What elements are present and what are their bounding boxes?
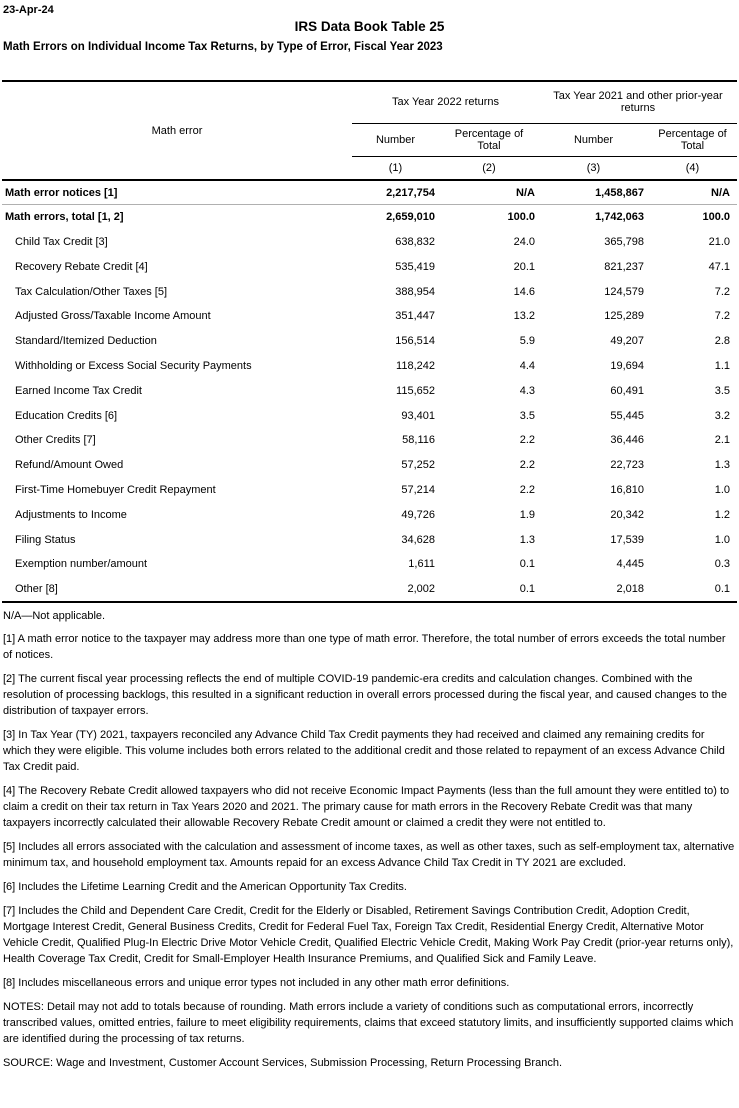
cell-value: 1.2 — [714, 508, 730, 521]
cell-value: 124,579 — [604, 285, 644, 298]
cell-value: 535,419 — [395, 260, 435, 273]
table-row-math-error-notices — [2, 180, 737, 205]
cell-value: 2.2 — [519, 483, 535, 496]
cell-value: 20,342 — [610, 508, 644, 521]
group-header-ty2021: Tax Year 2021 and other prior-year returns — [539, 81, 737, 123]
cell-value: 24.0 — [513, 235, 535, 248]
table-row-recovery-rebate-credit — [2, 254, 737, 279]
table-row-agi-taxable-income — [2, 304, 737, 329]
footnote-4: [4] The Recovery Rebate Credit allowed taxpayers who did not receive Economic Impact Payments (less than the full amount they were entitled to) to claim a credit on their tax return in Tax Years 2020 and 2021. The primary cause for math errors in the Recovery Rebate Credit was that many taxpayers incorrectly calculated their allowable Recovery Rebate Credit amount or claimed a credit they were not entitled to. — [3, 784, 730, 829]
row-label: Recovery Rebate Credit [4] — [15, 260, 148, 273]
col-header-number-1: Number — [352, 123, 439, 156]
cell-value: N/A — [648, 180, 737, 205]
cell-value: 60,491 — [610, 384, 644, 397]
footnote-2: [2] The current fiscal year processing reflects the end of multiple COVID-19 pandemic-era credits and calculation changes. Combined with the resolution of processing backlogs, this resulted in a significant reduction in overall errors processed during the fiscal year, and caused changes to the distribution of taxpayer errors. — [3, 672, 727, 717]
table-row-first-time-homebuyer — [2, 478, 737, 503]
footnote-6: [6] Includes the Lifetime Learning Credit and the American Opportunity Tax Credits. — [3, 880, 407, 893]
cell-value: 388,954 — [395, 285, 435, 298]
cell-value: 2,002 — [352, 577, 439, 602]
cell-value: 0.1 — [439, 577, 539, 602]
cell-value: 1,742,063 — [595, 211, 644, 224]
row-label: Adjustments to Income — [15, 508, 127, 521]
table-row-education-credits — [2, 403, 737, 428]
table-row-adjustments-to-income — [2, 502, 737, 527]
cell-value: N/A — [439, 180, 539, 205]
cell-value: 0.1 — [648, 577, 737, 602]
cell-value: 3.5 — [714, 384, 730, 397]
cell-value: 47.1 — [708, 260, 730, 273]
row-label: Other Credits [7] — [15, 434, 96, 447]
cell-value: 2.2 — [519, 434, 535, 447]
cell-value: 5.9 — [519, 335, 535, 348]
cell-value: 2,659,010 — [386, 211, 435, 224]
cell-value: 19,694 — [610, 359, 644, 372]
math-errors-table — [2, 80, 737, 603]
table-row-withholding-excess-ss — [2, 354, 737, 379]
cell-value: 100.0 — [507, 211, 535, 224]
cell-value: 3.2 — [714, 409, 730, 422]
page-subtitle: Math Errors on Individual Income Tax Returns, by Type of Error, Fiscal Year 2023 — [3, 41, 443, 53]
cell-value: 7.2 — [714, 310, 730, 323]
cell-value: 7.2 — [714, 285, 730, 298]
cell-value: 2,018 — [539, 577, 648, 602]
row-label: Tax Calculation/Other Taxes [5] — [15, 285, 168, 298]
row-label: Adjusted Gross/Taxable Income Amount — [15, 310, 211, 323]
table-row-earned-income-tax-credit — [2, 378, 737, 403]
stub-column-header: Math error — [2, 81, 352, 180]
cell-value: 1.1 — [714, 359, 730, 372]
cell-value: 156,514 — [395, 335, 435, 348]
cell-value: 4.4 — [519, 359, 535, 372]
table-row-exemption-number-amount — [2, 552, 737, 577]
source-paragraph: SOURCE: Wage and Investment, Customer Account Services, Submission Processing, Return Processing Branch. — [3, 1056, 562, 1069]
cell-value: 0.3 — [714, 558, 730, 571]
cell-value: 100.0 — [702, 211, 730, 224]
cell-value: 365,798 — [604, 235, 644, 248]
col-index-3: (3) — [539, 156, 648, 180]
col-header-pct-2: Percentage of Total — [648, 123, 737, 156]
cell-value: 93,401 — [401, 409, 435, 422]
cell-value: 34,628 — [401, 533, 435, 546]
col-header-pct-1: Percentage of Total — [439, 123, 539, 156]
cell-value: 0.1 — [519, 558, 535, 571]
cell-value: 20.1 — [513, 260, 535, 273]
cell-value: 2.2 — [519, 459, 535, 472]
cell-value: 115,652 — [396, 384, 435, 397]
cell-value: 2,217,754 — [352, 180, 439, 205]
cell-value: 4,445 — [616, 558, 644, 571]
cell-value: 17,539 — [610, 533, 644, 546]
footnote-na: N/A—Not applicable. — [3, 609, 106, 622]
row-label: Education Credits [6] — [15, 409, 118, 422]
cell-value: 49,207 — [610, 335, 644, 348]
row-label: First-Time Homebuyer Credit Repayment — [15, 483, 216, 496]
table-row-standard-itemized-deduction — [2, 329, 737, 354]
cell-value: 1,611 — [408, 558, 435, 571]
row-label: Earned Income Tax Credit — [15, 384, 142, 397]
row-label: Standard/Itemized Deduction — [15, 335, 157, 348]
cell-value: 1.3 — [714, 459, 730, 472]
cell-value: 125,289 — [604, 310, 644, 323]
cell-value: 4.3 — [519, 384, 535, 397]
col-index-2: (2) — [439, 156, 539, 180]
footnote-7: [7] Includes the Child and Dependent Care Credit, Credit for the Elderly or Disabled, Retirement Savings Contribution Credit, Adoption Credit, Mortgage Interest Credit, General Business Credits, Credit for Federal Fuel Tax, Foreign Tax Credit, Residential Energy Credit, Alternative Motor Vehicle Credit, Qualified Plug-In Electric Drive Motor Vehicle Credit, Qualified Electric Vehicle Credit, Making Work Pay Credit (prior-year returns only), Health Coverage Tax Credit, Credit for Small-Employer Health Insurance Premiums, and Qualified Sick and Family Leave. — [3, 904, 734, 965]
footnote-3: [3] In Tax Year (TY) 2021, taxpayers reconciled any Advance Child Tax Credit payments they had received and claimed any remaining credits for which they were eligible. This volume includes both errors related to the additional credit and those related to repayment of an excess Advance Child Tax Credit paid. — [3, 728, 725, 773]
table-row-other-credits — [2, 428, 737, 453]
row-label: Math error notices [1] — [2, 180, 352, 205]
table-row-child-tax-credit — [2, 230, 737, 255]
cell-value: 57,252 — [401, 459, 435, 472]
row-label: Filing Status — [15, 533, 76, 546]
cell-value: 1.0 — [714, 533, 730, 546]
page-title: IRS Data Book Table 25 — [294, 19, 445, 34]
cell-value: 351,447 — [395, 310, 435, 323]
cell-value: 58,116 — [402, 434, 435, 447]
cell-value: 1.0 — [714, 483, 730, 496]
cell-value: 22,723 — [610, 459, 644, 472]
cell-value: 55,445 — [610, 409, 644, 422]
cell-value: 821,237 — [604, 260, 644, 273]
cell-value: 1.3 — [519, 533, 535, 546]
cell-value: 21.0 — [708, 235, 730, 248]
footnote-5: [5] Includes all errors associated with the calculation and assessment of income taxes, as well as other taxes, such as self-employment tax, alternative minimum tax, and household employment tax. Amounts repaid for an excess Advance Child Tax Credit in TY 2021 are excluded. — [3, 840, 735, 869]
cell-value: 49,726 — [401, 508, 435, 521]
cell-value: 16,810 — [610, 483, 644, 496]
col-index-4: (4) — [648, 156, 737, 180]
footnotes-section — [3, 608, 735, 1071]
cell-value: 3.5 — [519, 409, 535, 422]
cell-value: 2.1 — [714, 434, 730, 447]
cell-value: 1,458,867 — [539, 180, 648, 205]
cell-value: 2.8 — [714, 335, 730, 348]
row-label: Other [8] — [2, 577, 352, 602]
table-row-other — [2, 577, 737, 602]
table-row-math-errors-total — [2, 205, 737, 230]
report-date: 23-Apr-24 — [3, 4, 54, 16]
cell-value: 1.9 — [519, 508, 535, 521]
table-row-filing-status — [2, 527, 737, 552]
col-index-1: (1) — [352, 156, 439, 180]
cell-value: 57,214 — [401, 483, 435, 496]
cell-value: 638,832 — [395, 235, 435, 248]
cell-value: 118,242 — [396, 359, 435, 372]
group-header-ty2022: Tax Year 2022 returns — [352, 81, 539, 123]
footnote-1: [1] A math error notice to the taxpayer may address more than one type of math error. Therefore, the total number of errors exceeds the total number of notices. — [3, 632, 726, 661]
col-header-number-2: Number — [539, 123, 648, 156]
row-label: Math errors, total [1, 2] — [5, 211, 124, 224]
cell-value: 14.6 — [513, 285, 535, 298]
table-row-refund-amount-owed — [2, 453, 737, 478]
row-label: Refund/Amount Owed — [15, 459, 124, 472]
row-label: Exemption number/amount — [15, 558, 148, 571]
cell-value: 13.2 — [513, 310, 535, 323]
row-label: Withholding or Excess Social Security Payments — [15, 359, 252, 372]
row-label: Child Tax Credit [3] — [15, 235, 108, 248]
notes-paragraph: NOTES: Detail may not add to totals because of rounding. Math errors include a variety of conditions such as computational errors, incorrectly transcribed values, omitted entries, failure to meet eligibility requirements, claims that exceed statutory limits, and insufficiently supported claims which are identified during the processing of tax returns. — [3, 1000, 734, 1045]
footnote-8: [8] Includes miscellaneous errors and unique error types not included in any other math error definitions. — [3, 976, 510, 989]
table-row-tax-calculation-other-taxes — [2, 279, 737, 304]
cell-value: 36,446 — [610, 434, 644, 447]
group-header-row — [2, 81, 737, 123]
